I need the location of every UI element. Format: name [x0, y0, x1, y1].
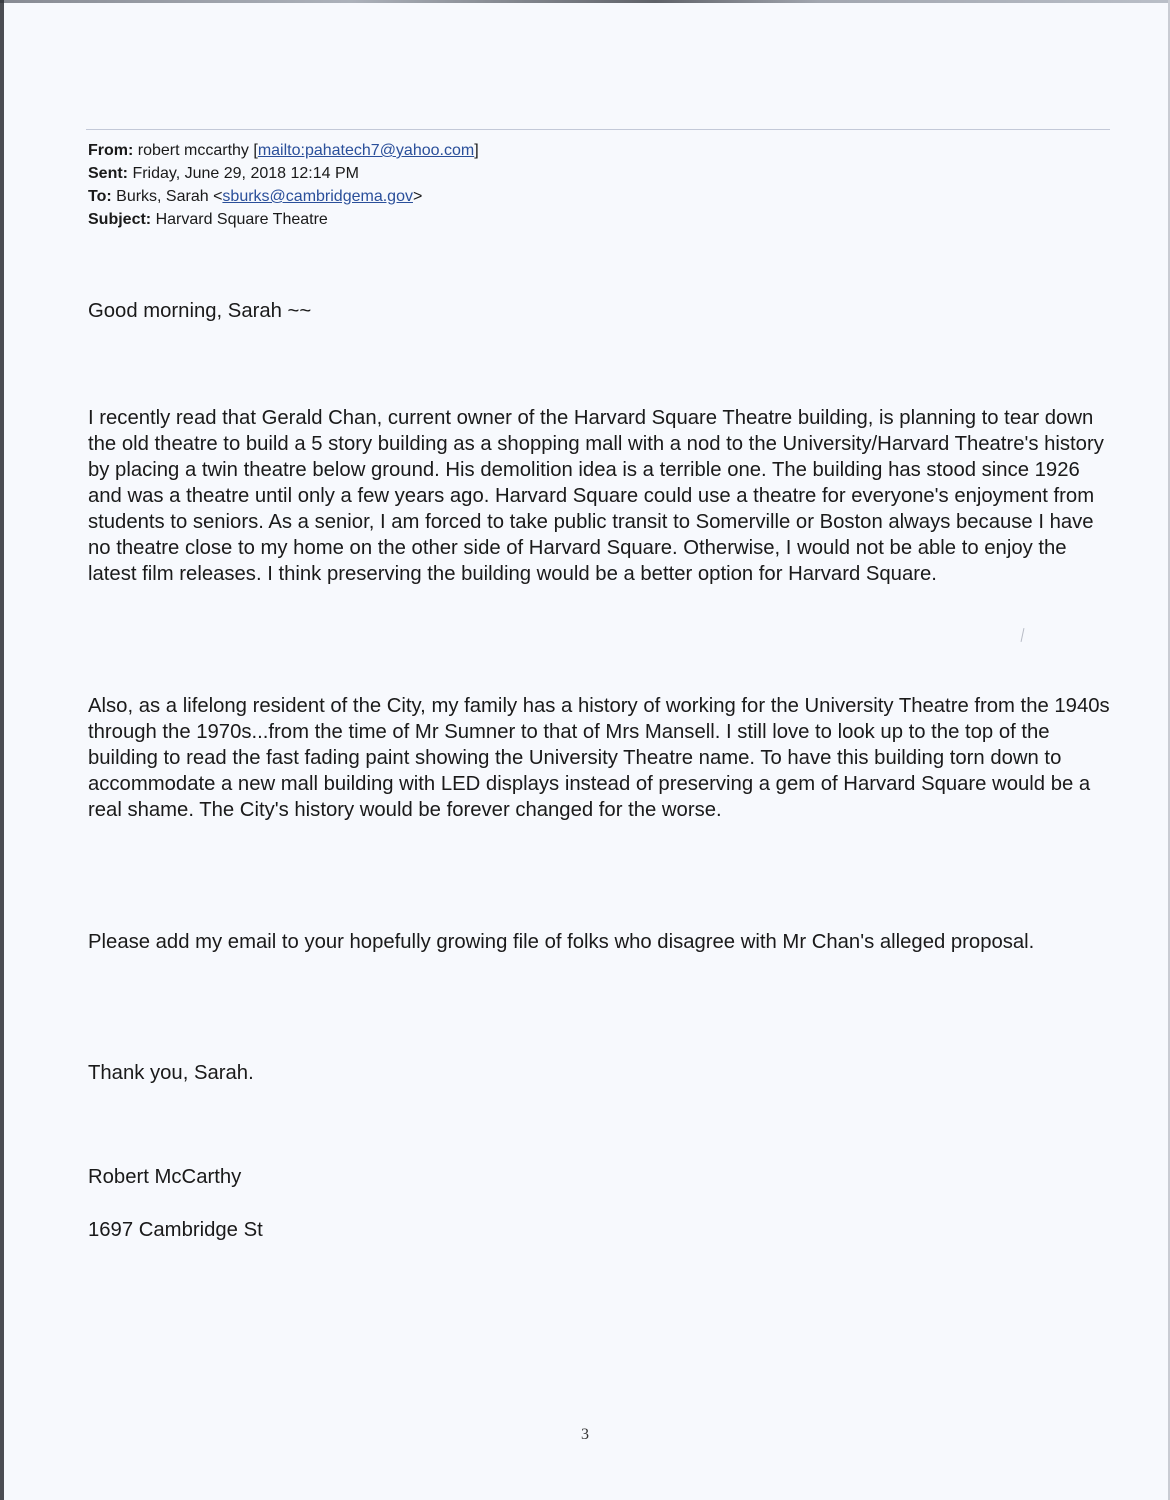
page-number: 3: [581, 1426, 589, 1443]
from-row: [88, 139, 479, 162]
signature-address: 1697 Cambridge St: [88, 1219, 263, 1241]
from-bracket-open: [: [253, 142, 258, 159]
to-row: [88, 185, 479, 208]
from-label: From:: [88, 142, 134, 159]
from-name: robert mccarthy: [137, 142, 249, 159]
body-paragraph-3: Please add my email to your hopefully growing file of folks who disagree with Mr Chan's alleged proposal.: [88, 931, 1035, 953]
subject-value: Harvard Square Theatre: [155, 211, 328, 228]
to-label: To:: [88, 188, 112, 205]
to-email-link[interactable]: sburks@cambridgema.gov: [222, 188, 413, 205]
subject-label: Subject:: [88, 211, 152, 228]
to-bracket-close: >: [412, 188, 423, 205]
greeting: Good morning, Sarah ~~: [88, 300, 312, 322]
from-bracket-close: ]: [474, 142, 479, 159]
body-paragraph-1: I recently read that Gerald Chan, current owner of the Harvard Square Theatre building, is planning to tear down the old theatre to build a 5 story building as a shopping mall with a nod to the University/Harvard Theatre's history by placing a twin theatre below ground. His demolition idea is a terrible one. The building has stood since 1926 and was a theatre until only a few years ago. Harvard Square could use a theatre for everyone's enjoyment from students to seniors. As a senior, I am forced to take public transit to Somerville or Boston always because I have no theatre close to my home on the other side of Harvard Square. Otherwise, I would not be able to enjoy the latest film releases. I think preserving the building would be a better option for Harvard Square.: [88, 407, 1104, 585]
scan-artifact-mark: [1021, 628, 1025, 642]
scan-edge-left: [0, 0, 4, 1500]
signature-name: Robert McCarthy: [88, 1166, 242, 1188]
body-paragraph-2: Also, as a lifelong resident of the City, my family has a history of working for the University Theatre from the 1940s through the 1970s...from the time of Mr Sumner to that of Mrs Mansell. I still love to look up to the top of the building to read the fast fading paint showing the University Theatre name. To have this building torn down to accommodate a new mall building with LED displays instead of preserving a gem of Harvard Square would be a real shame. The City's history would be forever changed for the worse.: [88, 695, 1110, 821]
sent-value: Friday, June 29, 2018 12:14 PM: [132, 165, 359, 182]
email-header-divider: [86, 129, 1110, 130]
to-bracket-open: <: [213, 188, 223, 205]
scan-edge-top: [0, 0, 1170, 3]
sent-row: [88, 162, 479, 185]
from-mailto-link[interactable]: mailto:pahatech7@yahoo.com: [257, 142, 475, 159]
sent-label: Sent:: [88, 165, 128, 182]
to-name: Burks, Sarah: [116, 188, 209, 205]
email-header: [88, 139, 479, 231]
subject-row: [88, 208, 479, 231]
closing: Thank you, Sarah.: [88, 1062, 254, 1084]
